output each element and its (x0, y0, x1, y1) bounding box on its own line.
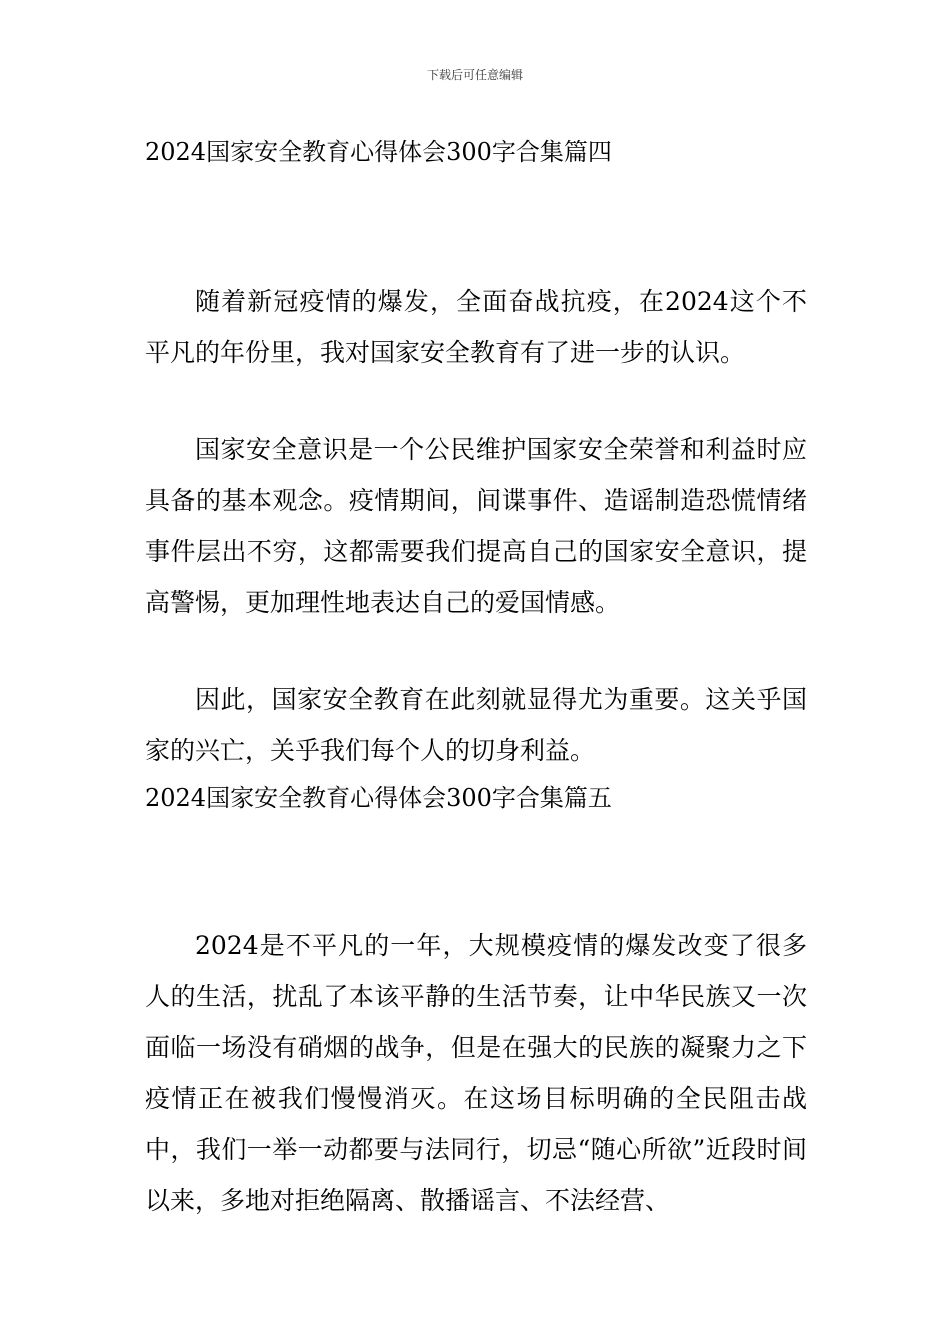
body-paragraph: 因此，国家安全教育在此刻就显得尤为重要。这关乎国家的兴亡，关乎我们每个人的切身利益。 (145, 685, 807, 765)
section-heading: 2024国家安全教育心得体会300字合集篇四 (145, 138, 612, 166)
body-paragraph: 2024是不平凡的一年，大规模疫情的爆发改变了很多人的生活，扰乱了本该平静的生活节奏，让中华民族又一次面临一场没有硝烟的战争，但是在强大的民族的凝聚力之下疫情正在被我们慢慢消灭。在这场目标明确的全民阻击战中，我们一举一动都要与法同行，切忌“随心所欲”近段时间以来，多地对拒绝隔离、散播谣言、不法经营、 (145, 931, 807, 1215)
body-paragraph: 国家安全意识是一个公民维护国家安全荣誉和利益时应具备的基本观念。疫情期间，间谍事件、造谣制造恐慌情绪事件层出不穷，这都需要我们提高自己的国家安全意识，提高警惕，更加理性地表达自己的爱国情感。 (145, 435, 807, 617)
section-heading: 2024国家安全教育心得体会300字合集篇五 (145, 784, 612, 812)
header-note: 下载后可任意编辑 (426, 68, 523, 82)
body-paragraph: 随着新冠疫情的爆发，全面奋战抗疫，在2024这个不平凡的年份里，我对国家安全教育有了进一步的认识。 (145, 287, 807, 367)
